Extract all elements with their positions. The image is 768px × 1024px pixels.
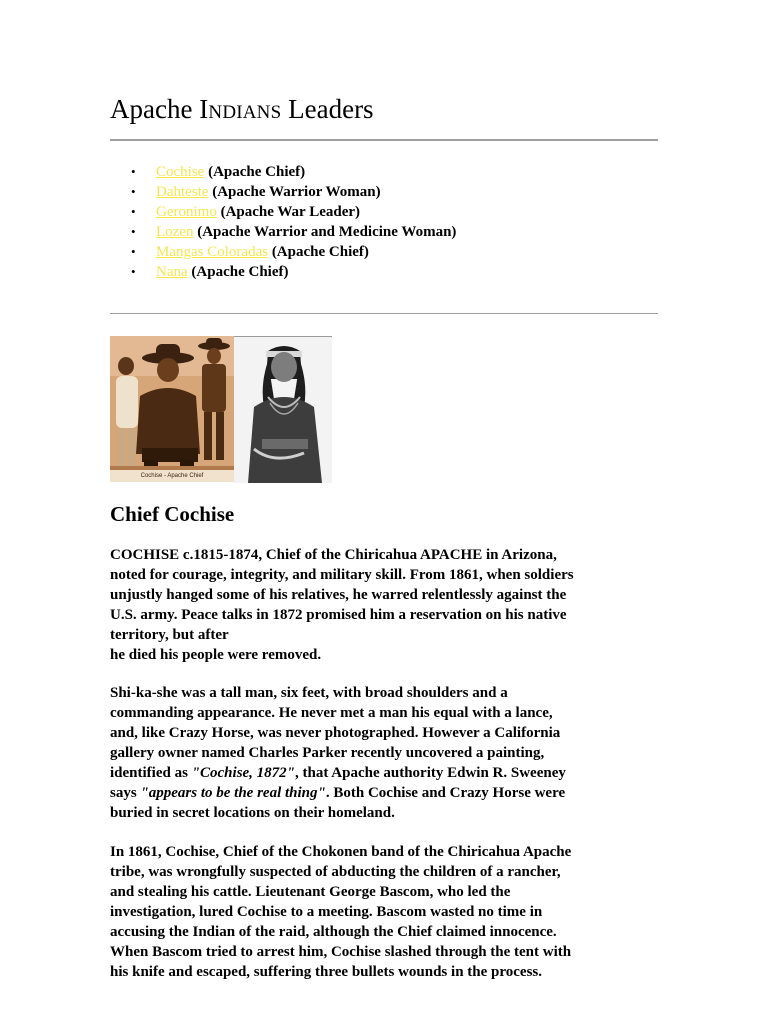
text-line — [110, 763, 660, 783]
page-title — [110, 92, 374, 126]
leader-link-mangas-coloradas[interactable]: Mangas Coloradas — [156, 244, 269, 260]
bullet-icon: • — [131, 184, 136, 199]
text-line: COCHISE c.1815-1874, Chief of the Chiricahua APACHE in Arizona, — [110, 547, 557, 563]
text-line: gallery owner named Charles Parker recently uncovered a painting, — [110, 745, 545, 761]
bullet-icon: • — [131, 264, 136, 279]
list-divider — [110, 313, 658, 314]
leader-description: (Apache War Leader) — [216, 204, 361, 220]
list-item — [131, 162, 456, 182]
bullet-icon: • — [131, 244, 136, 259]
cochise-group-photo — [110, 336, 234, 482]
list-item — [131, 182, 456, 202]
text-line: unjustly hanged some of his relatives, he warred relentlessly against the — [110, 587, 567, 603]
leader-link-lozen[interactable]: Lozen — [156, 224, 194, 240]
group-photo-illustration — [110, 336, 234, 482]
leader-link-dahteste[interactable]: Dahteste — [156, 184, 209, 200]
text-line: territory, but after — [110, 627, 229, 643]
text-fragment: . Both Cochise and Crazy Horse were — [325, 785, 566, 801]
leader-description: (Apache Chief) — [268, 244, 369, 260]
bullet-icon: • — [131, 224, 136, 239]
text-line: his knife and escaped, suffering three bullets wounds in the process. — [110, 964, 542, 980]
text-fragment: says — [110, 785, 141, 801]
text-line: he died his people were removed. — [110, 647, 322, 663]
leader-link-cochise[interactable]: Cochise — [156, 164, 205, 180]
photo-caption: Cochise - Apache Chief — [110, 470, 234, 482]
paragraph-cochise-bio — [110, 545, 660, 665]
painting-title: "Cochise, 1872" — [191, 765, 296, 781]
list-item — [131, 222, 457, 242]
title-divider — [110, 139, 658, 141]
paragraph-appearance — [110, 683, 660, 823]
text-line: In 1861, Cochise, Chief of the Chokonen band of the Chiricahua Apache — [110, 844, 572, 860]
title-part-leaders: Leaders — [281, 94, 374, 124]
text-fragment: , that Apache authority Edwin R. Sweeney — [295, 765, 566, 781]
leader-description: (Apache Chief) — [204, 164, 306, 180]
leader-description: (Apache Chief) — [187, 264, 289, 280]
text-line: Shi-ka-she was a tall man, six feet, with broad shoulders and a — [110, 685, 508, 701]
leader-link-nana[interactable]: Nana — [156, 264, 188, 280]
portrait-illustration — [234, 337, 332, 483]
bullet-icon: • — [131, 164, 136, 179]
text-line: noted for courage, integrity, and military skill. From 1861, when soldiers — [110, 567, 574, 583]
list-item — [131, 242, 456, 262]
text-line: and stealing his cattle. Lieutenant George Bascom, who led the — [110, 884, 511, 900]
text-line: and, like Crazy Horse, was never photographed. However a California — [110, 725, 561, 741]
leader-description: (Apache Warrior and Medicine Woman) — [193, 224, 457, 240]
text-line: U.S. army. Peace talks in 1872 promised him a reservation on his native — [110, 607, 567, 623]
text-line: buried in secret locations on their homeland. — [110, 805, 395, 821]
leader-description: (Apache Warrior Woman) — [208, 184, 381, 200]
title-part-indians: Indians — [199, 94, 282, 124]
cochise-portrait-photo — [234, 336, 332, 483]
quote-text: "appears to be the real thing" — [140, 785, 326, 801]
text-line: commanding appearance. He never met a man his equal with a lance, — [110, 705, 553, 721]
text-line: When Bascom tried to arrest him, Cochise slashed through the tent with — [110, 944, 572, 960]
leader-link-geronimo[interactable]: Geronimo — [156, 204, 217, 220]
list-item — [131, 202, 456, 222]
section-heading: Chief Cochise — [110, 502, 235, 526]
photo-row — [110, 336, 332, 482]
text-line: investigation, lured Cochise to a meeting. Bascom wasted no time in — [110, 904, 543, 920]
text-line: tribe, was wrongfully suspected of abducting the children of a rancher, — [110, 864, 561, 880]
text-line — [110, 783, 660, 803]
text-fragment: identified as — [110, 765, 192, 781]
bullet-icon: • — [131, 204, 136, 219]
text-line: accusing the Indian of the raid, although the Chief claimed innocence. — [110, 924, 557, 940]
list-item — [131, 262, 456, 282]
leaders-list — [110, 162, 456, 282]
title-part-apache: Apache — [110, 94, 200, 124]
paragraph-bascom-affair — [110, 842, 660, 982]
